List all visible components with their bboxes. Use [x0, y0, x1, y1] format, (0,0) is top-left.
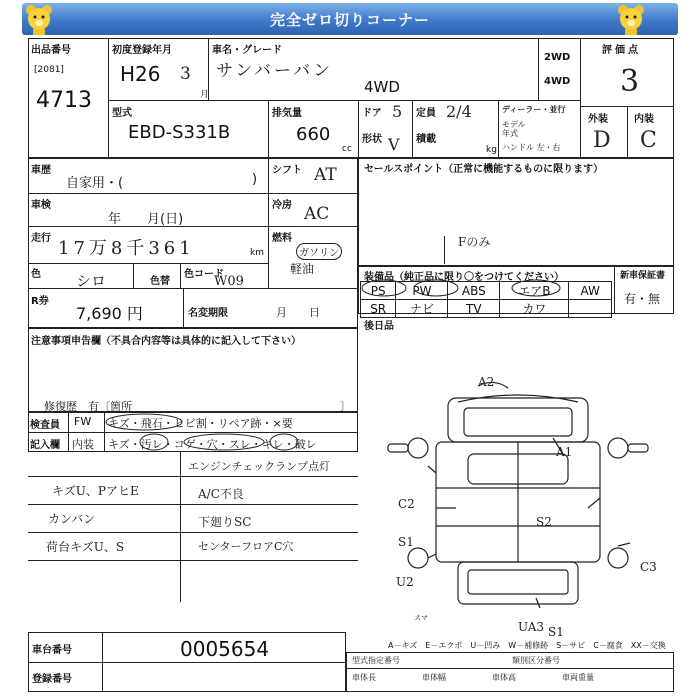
notes-label: 注意事項申告欄（不具合内容等は具体的に記入して下さい） [31, 336, 301, 347]
load-label: 積載 [416, 134, 436, 145]
width-label: 車体幅 [422, 673, 446, 682]
title-date-value: 月 日 [276, 306, 320, 319]
model-name: サンバーバン [216, 61, 334, 81]
reg-number-label: 登録番号 [32, 674, 72, 685]
interior-text: キズ・汚レ・コゲ・穴・スレ・キレ・破レ [108, 438, 317, 451]
handle-label: ハンドル 左・右 [502, 143, 561, 152]
damage-mark-a1: A1 [556, 445, 573, 459]
type-value: EBD-S331B [128, 122, 231, 143]
height-label: 車体高 [492, 673, 516, 682]
drive-2wd: 2WD [544, 52, 571, 63]
lot-label: 出品番号 [31, 45, 71, 56]
cc-unit: cc [342, 144, 352, 154]
shift-label: シフト [272, 165, 302, 176]
inspector-circles [104, 412, 358, 452]
interior-head: 内装 [72, 438, 94, 451]
recycle-value: 7,690 円 [76, 304, 143, 323]
registration-month: 3 [180, 64, 191, 84]
history-value: 自家用・( [66, 176, 124, 191]
color-label: 色 [31, 269, 41, 280]
equip-leather: カワ [500, 300, 569, 318]
comment-left-2: カンバン [48, 512, 96, 526]
fuel-diesel: 軽油 [290, 262, 315, 276]
inspection-label: 車検 [31, 200, 51, 211]
km-unit: km [250, 248, 264, 258]
model-year-label: モデル年式 [502, 120, 526, 138]
inspection-value: 年 月(日) [108, 212, 184, 227]
door-value: 5 [392, 102, 403, 121]
lot-number: 4713 [36, 88, 92, 113]
inspector-label-2: 記入欄 [30, 440, 60, 451]
fuel-label: 燃料 [272, 233, 292, 244]
auction-sheet [28, 38, 674, 685]
equip-abs: ABS [448, 282, 500, 300]
damage-mark-c2: C2 [398, 497, 415, 511]
type-label: 型式 [112, 108, 132, 119]
color-swap-label: 色替 [150, 276, 170, 287]
equipment-label: 装備品（純正品に限り〇をつけてください） [364, 272, 564, 283]
new-warranty-value: 有・無 [624, 292, 661, 306]
damage-mark-s1: S1 [398, 535, 414, 549]
equip-tv: TV [448, 300, 500, 318]
sales-point-label: セールスポイント（正常に機能するものに限ります） [364, 164, 604, 175]
first-registration-label: 初度登録年月 [112, 45, 172, 56]
registration-year: H26 [120, 62, 161, 86]
damage-mark-a2: A2 [478, 375, 495, 389]
legend-text: A－キズ E－エクボ U－凹み W－補修跡 S－サビ C－腐食 XX－交換 [388, 641, 666, 650]
class-label: 類別区分番号 [512, 656, 560, 665]
mileage-label: 走行 [31, 233, 51, 244]
score-label: 評価点 [602, 45, 641, 56]
equip-sr: SR [361, 300, 396, 318]
ac-label: 冷房 [272, 200, 292, 211]
capacity-label: 定員 [416, 108, 436, 119]
color-code-label: 色コード [184, 269, 224, 280]
displacement-value: 660 [296, 124, 331, 145]
fw-head: FW [74, 415, 92, 428]
length-label: 車体長 [352, 673, 376, 682]
fw-text: キズ・飛石・ヒビ割・リペア跡・×要 [108, 417, 293, 430]
equip-pw: PW [396, 282, 448, 300]
damage-mark-s2: S2 [536, 515, 552, 529]
title-banner [22, 3, 678, 35]
history-close-paren: ) [252, 172, 258, 187]
model-spec-label: 型式指定番号 [352, 656, 400, 665]
dealer-label: ディーラー・並行 [502, 105, 566, 114]
lot-tag: [2081] [34, 65, 64, 75]
comment-right-4: センターフロアC穴 [198, 540, 294, 553]
interior-grade: C [640, 128, 657, 153]
title-date-label: 名変期限 [188, 308, 228, 319]
load-unit: kg [486, 145, 497, 155]
recycle-label: R券 [31, 296, 49, 307]
rear-seat-label: 後日品 [364, 321, 394, 332]
color-value: シロ [76, 272, 107, 290]
inspector-label-1: 検査員 [30, 420, 60, 431]
exterior-grade: D [593, 128, 611, 153]
sales-point-note: Fのみ [458, 235, 491, 249]
color-code-value: W09 [214, 274, 244, 289]
ac-value: AC [304, 204, 330, 224]
month-unit: 月 [200, 90, 210, 100]
fuel-gas: ガソリン [296, 243, 342, 260]
damage-mark-u2: U2 [396, 575, 414, 589]
chassis-number: 0005654 [180, 637, 270, 661]
car-diagram [368, 358, 668, 639]
new-warranty-label: 新車保証書 [620, 271, 666, 281]
page-title: 完全ゼロ切りコーナー [269, 10, 430, 29]
diagram-small-text: スマ [414, 614, 428, 622]
shift-value: AT [314, 165, 337, 185]
capacity-value: 2/4 [446, 102, 472, 121]
bear-mascot-icon [616, 3, 646, 35]
door-label: ドア [362, 108, 382, 119]
drive-4wd: 4WD [544, 76, 571, 87]
bear-mascot-icon [24, 3, 54, 35]
score-value: 3 [620, 64, 640, 99]
equipment-circles [360, 281, 620, 313]
mileage-value: 17万8千361 [58, 238, 195, 259]
shape-value: V [388, 135, 400, 154]
grade: 4WD [364, 78, 400, 96]
exterior-label: 外装 [588, 114, 608, 125]
equip-navi: ナビ [396, 300, 448, 318]
shape-label: 形状 [362, 134, 382, 145]
damage-mark-s1-rear: S1 [548, 625, 564, 639]
equip-ps: PS [361, 282, 396, 300]
top-block [28, 38, 674, 158]
chassis-label: 車台番号 [32, 645, 72, 656]
comment-left-3: 荷台キズU、S [46, 540, 125, 554]
weight-label: 車両重量 [562, 673, 594, 682]
displacement-label: 排気量 [272, 108, 302, 119]
repair-history-label: 修復歴 有〔箇所 [44, 400, 132, 413]
equip-airbag: エアB [500, 282, 569, 300]
equip-aw: AW [569, 282, 612, 300]
model-label: 車名・グレード [212, 45, 282, 56]
comment-right-3: 下廻りSC [198, 515, 252, 529]
interior-label: 内装 [634, 114, 654, 125]
repair-history-end: 〕 [340, 400, 351, 413]
history-label: 車歴 [31, 165, 51, 176]
damage-mark-c3: C3 [640, 560, 657, 574]
comment-left-1: キズU、PアヒE [52, 484, 139, 498]
comment-right-1: エンジンチェックランプ点灯 [188, 460, 331, 473]
damage-mark-ua3: UA3 [518, 620, 545, 634]
comment-right-2: A/C不良 [198, 487, 244, 501]
